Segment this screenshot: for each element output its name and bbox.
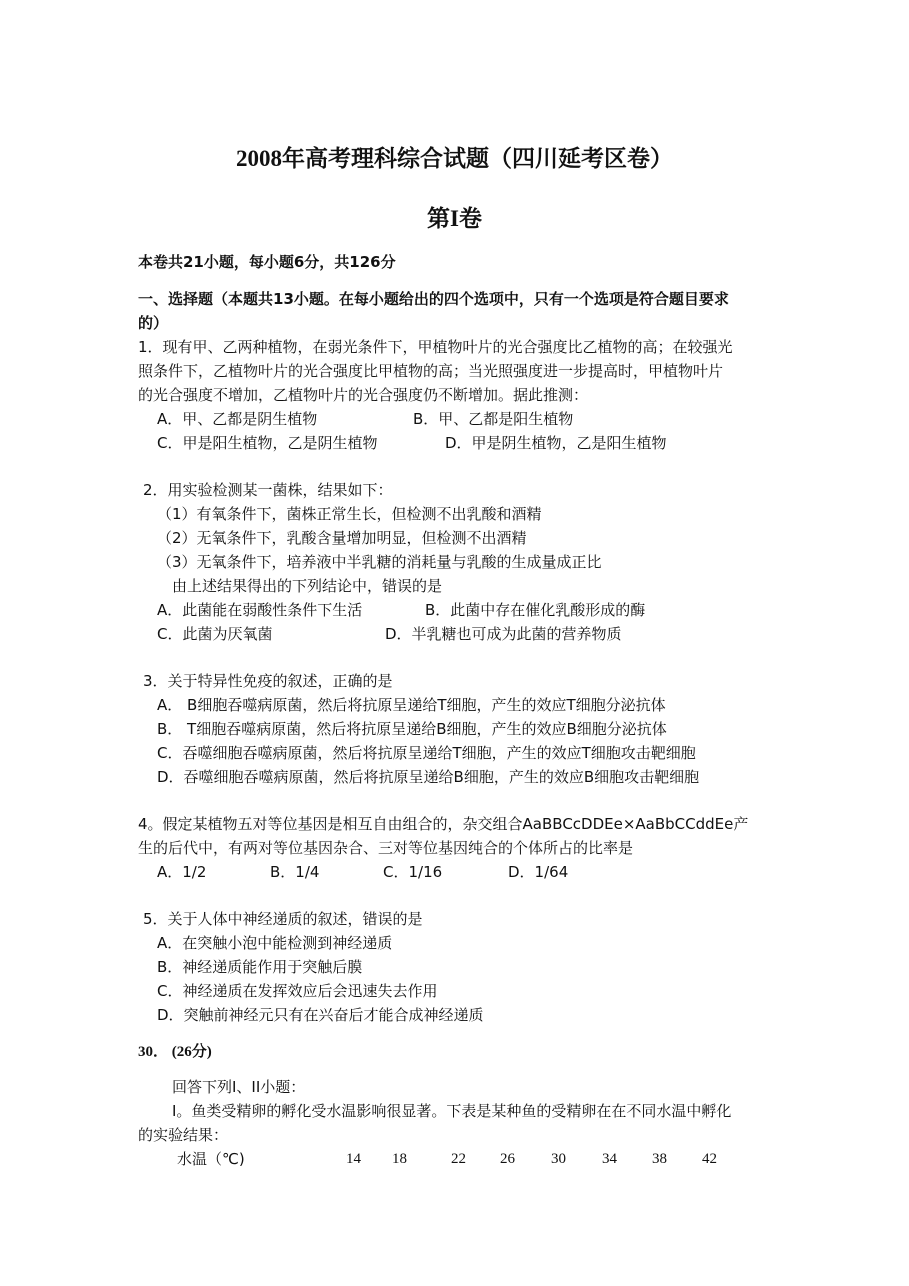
q3-stem: 3．关于特异性免疫的叙述，正确的是 [143,672,393,690]
q3-option-c: C．吞噬细胞吞噬病原菌，然后将抗原呈递给T细胞，产生的效应T细胞攻击靶细胞 [157,744,696,762]
q5-stem: 5．关于人体中神经递质的叙述，错误的是 [143,910,423,928]
q1-stem-line: 照条件下，乙植物叶片的光合强度比甲植物的高；当光照强度进一步提高时，甲植物叶片 [138,362,724,380]
q1-option-c: C．甲是阳生植物，乙是阴生植物 [157,434,378,452]
q4-option-d: D．1/64 [508,863,569,881]
q3-option-a: A． B细胞吞噬病原菌，然后将抗原呈递给T细胞，产生的效应T细胞分泌抗体 [157,696,666,714]
q2-condition-1: （1）有氧条件下，菌株正常生长，但检测不出乳酸和酒精 [157,505,542,523]
q2-condition-2: （2）无氧条件下，乳酸含量增加明显，但检测不出酒精 [157,529,527,547]
q30-part1-line1: I。鱼类受精卵的孵化受水温影响很显著。下表是某种鱼的受精卵在在不同水温中孵化 [172,1102,732,1120]
q2-option-d: D．半乳糖也可成为此菌的营养物质 [385,625,622,643]
temperature-cell: 42 [702,1151,717,1167]
section-heading-line2: 的） [138,314,169,332]
temperature-cell: 14 [346,1151,361,1167]
volume-intro: 本卷共21小题，每小题6分，共126分 [138,253,396,271]
q4-option-b: B．1/4 [270,863,320,881]
q4-option-a: A．1/2 [157,863,207,881]
q2-lead: 由上述结果得出的下列结论中，错误的是 [172,577,443,595]
q2-option-a: A．此菌能在弱酸性条件下生活 [157,601,363,619]
q1-option-d: D．甲是阴生植物，乙是阳生植物 [445,434,667,452]
q30-part1-line2: 的实验结果： [138,1126,229,1144]
q2-condition-3: （3）无氧条件下，培养液中半乳糖的消耗量与乳酸的生成量成正比 [157,553,602,571]
volume-heading: 第I卷 [427,206,482,231]
temperature-cell: 30 [551,1151,566,1167]
q4-stem-line2: 生的后代中，有两对等位基因杂合、三对等位基因纯合的个体所占的比率是 [138,839,634,857]
water-temperature-row [0,1147,909,1171]
q30-intro: 回答下列I、II小题： [172,1078,306,1096]
q5-option-d: D．突触前神经元只有在兴奋后才能合成神经递质 [157,1006,484,1024]
q4-stem-line1: 4。假定某植物五对等位基因是相互自由组合的，杂交组合AaBBCcDDEe×AaBbCCddEe产 [138,815,749,833]
q4-option-c: C．1/16 [383,863,443,881]
temperature-cell: 22 [451,1151,466,1167]
temperature-cell: 34 [602,1151,617,1167]
q1-stem-line: 的光合强度不增加，乙植物叶片的光合强度仍不断增加。据此推测： [138,386,589,404]
q2-option-c: C．此菌为厌氧菌 [157,625,273,643]
section-heading-line1: 一、选择题（本题共13小题。在每小题给出的四个选项中，只有一个选项是符合题目要求 [138,290,729,308]
exam-title: 2008年高考理科综合试题（四川延考区卷） [236,146,673,171]
q2-option-b: B．此菌中存在催化乳酸形成的酶 [425,601,646,619]
q5-option-b: B．神经递质能作用于突触后膜 [157,958,363,976]
q5-option-a: A．在突触小泡中能检测到神经递质 [157,934,393,952]
q2-stem: 2．用实验检测某一菌株，结果如下： [143,481,393,499]
q1-option-a: A．甲、乙都是阴生植物 [157,410,318,428]
temperature-cell: 26 [500,1151,515,1167]
q3-option-d: D．吞噬细胞吞噬病原菌，然后将抗原呈递给B细胞，产生的效应B细胞攻击靶细胞 [157,768,700,786]
q1-option-b: B．甲、乙都是阳生植物 [413,410,574,428]
q1-stem-line: 1．现有甲、乙两种植物，在弱光条件下，甲植物叶片的光合强度比乙植物的高；在较强光 [138,338,733,356]
q3-option-b: B． T细胞吞噬病原菌，然后将抗原呈递给B细胞，产生的效应B细胞分泌抗体 [157,720,667,738]
q5-option-c: C．神经递质在发挥效应后会迅速失去作用 [157,982,438,1000]
q30-heading: 30． (26分) [138,1044,212,1060]
temperature-cell: 38 [652,1151,667,1167]
water-temperature-label: 水温（℃) [177,1150,245,1168]
temperature-cell: 18 [392,1151,407,1167]
